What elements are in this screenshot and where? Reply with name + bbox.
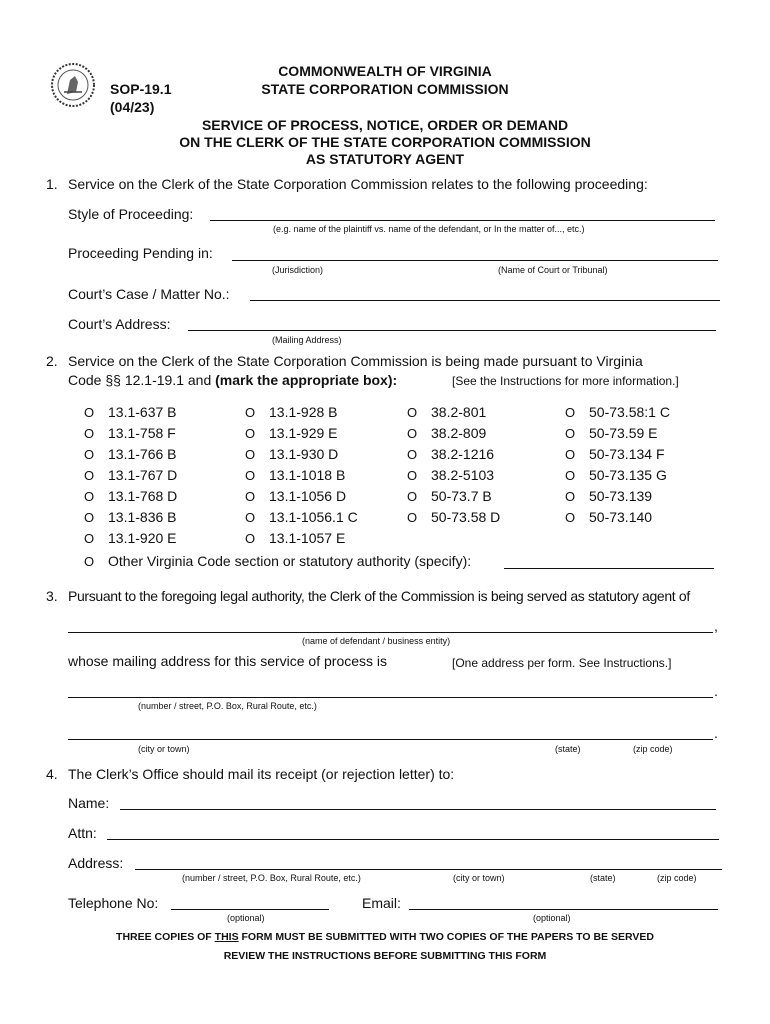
defendant-street-hint: (number / street, P.O. Box, Rural Route, etc.): [138, 701, 317, 711]
code-option-label: 50-73.58 D: [431, 509, 501, 525]
code-option-label: 13.1-836 B: [108, 509, 177, 525]
section2-text-line1: Service on the Clerk of the State Corporation Commission is being made pursuant to Virginia: [68, 353, 643, 369]
section4-number: 4.: [46, 766, 58, 782]
code-option-label: 13.1-766 B: [108, 446, 177, 462]
street-period: .: [714, 683, 718, 699]
footer-review-notice: REVIEW THE INSTRUCTIONS BEFORE SUBMITTING THIS FORM: [223, 950, 547, 962]
footer-copies-c: FORM MUST BE SUBMITTED WITH TWO COPIES OF THE PAPERS TO BE SERVED: [238, 931, 654, 943]
receipt-attn-label: Attn:: [68, 825, 97, 841]
defendant-city-state-zip-input[interactable]: [68, 725, 713, 740]
code-radio[interactable]: O: [407, 468, 418, 483]
receipt-name-input[interactable]: [120, 795, 716, 810]
receipt-name-label: Name:: [68, 795, 110, 811]
code-radio[interactable]: O: [245, 489, 256, 504]
section2-number: 2.: [46, 353, 58, 369]
code-option-label: 50-73.58:1 C: [589, 404, 670, 420]
code-radio[interactable]: O: [84, 489, 95, 504]
receipt-state-hint: (state): [590, 873, 616, 883]
code-option-label: 13.1-1057 E: [269, 530, 346, 546]
defendant-street-input[interactable]: [68, 683, 713, 698]
code-radio[interactable]: O: [245, 510, 256, 525]
jurisdiction-hint: (Jurisdiction): [272, 265, 324, 275]
code-option-label: 13.1-920 E: [108, 530, 177, 546]
code-radio[interactable]: O: [407, 489, 418, 504]
code-radio[interactable]: O: [245, 447, 256, 462]
code-option-label: 50-73.59 E: [589, 425, 658, 441]
code-option-label: 13.1-1056.1 C: [269, 509, 358, 525]
footer-copies-a: THREE COPIES OF: [116, 931, 215, 943]
receipt-address-label: Address:: [68, 855, 124, 871]
court-name-hint: (Name of Court or Tribunal): [498, 265, 608, 275]
code-option-label: 13.1-1018 B: [269, 467, 346, 483]
defendant-hint: (name of defendant / business entity): [302, 636, 451, 646]
code-radio[interactable]: O: [245, 405, 256, 420]
other-code-radio[interactable]: O: [84, 554, 95, 569]
defendant-zip-hint: (zip code): [633, 744, 673, 754]
section2-instructions-note: [See the Instructions for more information.]: [452, 374, 679, 388]
footer-copies-this: THIS: [214, 931, 239, 943]
telephone-optional-hint: (optional): [227, 913, 265, 923]
code-option-label: 38.2-809: [431, 425, 487, 441]
code-radio[interactable]: O: [245, 426, 256, 441]
telephone-label: Telephone No:: [68, 895, 159, 911]
code-radio[interactable]: O: [407, 447, 418, 462]
case-number-label: Court’s Case / Matter No.:: [68, 286, 230, 302]
code-radio[interactable]: O: [565, 426, 576, 441]
form-date: (04/23): [110, 99, 155, 115]
style-of-proceeding-input[interactable]: [210, 206, 715, 221]
email-input[interactable]: [409, 895, 718, 910]
form-title-line1: SERVICE OF PROCESS, NOTICE, ORDER OR DEMAND: [201, 117, 569, 133]
defendant-name-input[interactable]: [68, 618, 713, 633]
code-radio[interactable]: O: [565, 489, 576, 504]
code-option-label: 13.1-930 D: [269, 446, 339, 462]
code-radio[interactable]: O: [84, 426, 95, 441]
code-option-label: 38.2-1216: [431, 446, 495, 462]
style-of-proceeding-label: Style of Proceeding:: [68, 206, 194, 222]
org-line2: STATE CORPORATION COMMISSION: [261, 81, 509, 97]
code-option-label: 38.2-801: [431, 404, 487, 420]
org-line1: COMMONWEALTH OF VIRGINIA: [278, 63, 492, 79]
section3-text: Pursuant to the foregoing legal authority, the Clerk of the Commission is being served as statutory agent of: [68, 588, 690, 604]
code-option-label: 13.1-1056 D: [269, 488, 347, 504]
code-radio[interactable]: O: [565, 510, 576, 525]
form-id: SOP-19.1: [110, 81, 172, 97]
telephone-input[interactable]: [171, 895, 329, 910]
code-radio[interactable]: O: [407, 510, 418, 525]
proceeding-pending-input[interactable]: [232, 246, 718, 261]
defendant-comma: ,: [714, 618, 718, 634]
section3-number: 3.: [46, 588, 58, 604]
email-optional-hint: (optional): [533, 913, 571, 923]
state-seal: [50, 62, 96, 108]
case-number-input[interactable]: [250, 286, 720, 301]
code-radio[interactable]: O: [84, 468, 95, 483]
code-radio[interactable]: O: [565, 468, 576, 483]
defendant-city-hint: (city or town): [138, 744, 190, 754]
section2-text-line2: [68, 372, 397, 388]
code-radio[interactable]: O: [84, 510, 95, 525]
court-address-input[interactable]: [188, 316, 716, 331]
mailing-address-text: whose mailing address for this service of process is: [68, 653, 388, 669]
code-option-label: 13.1-929 E: [269, 425, 338, 441]
section1-text: Service on the Clerk of the State Corporation Commission relates to the following proceeding:: [68, 176, 648, 192]
code-radio[interactable]: O: [565, 447, 576, 462]
receipt-zip-hint: (zip code): [657, 873, 697, 883]
other-code-label: Other Virginia Code section or statutory authority (specify):: [108, 553, 472, 569]
code-radio[interactable]: O: [245, 531, 256, 546]
footer-copies-notice: [35, 931, 735, 943]
mailing-address-hint: (Mailing Address): [272, 335, 342, 345]
receipt-street-hint: (number / street, P.O. Box, Rural Route, etc.): [182, 873, 361, 883]
code-option-label: 50-73.134 F: [589, 446, 665, 462]
other-code-input[interactable]: [504, 554, 714, 569]
code-option-label: 50-73.135 G: [589, 467, 667, 483]
style-of-proceeding-hint: (e.g. name of the plaintiff vs. name of the defendant, or In the matter of..., etc.): [273, 224, 585, 234]
form-title-line2: ON THE CLERK OF THE STATE CORPORATION COMMISSION: [179, 134, 591, 150]
court-address-label: Court’s Address:: [68, 316, 171, 332]
code-radio[interactable]: O: [245, 468, 256, 483]
section1-number: 1.: [46, 176, 58, 192]
proceeding-pending-label: Proceeding Pending in:: [68, 245, 213, 261]
code-radio[interactable]: O: [565, 405, 576, 420]
code-option-label: 50-73.139: [589, 488, 653, 504]
receipt-city-hint: (city or town): [453, 873, 505, 883]
code-radio[interactable]: O: [84, 531, 95, 546]
code-option-label: 13.1-767 D: [108, 467, 178, 483]
receipt-attn-input[interactable]: [107, 825, 719, 840]
code-option-label: 50-73.7 B: [431, 488, 492, 504]
section2-mark-box: (mark the appropriate box):: [215, 372, 398, 388]
code-option-label: 13.1-758 F: [108, 425, 176, 441]
code-option-label: 13.1-768 D: [108, 488, 178, 504]
form-title-line3: AS STATUTORY AGENT: [305, 151, 465, 167]
one-address-note: [One address per form. See Instructions.]: [452, 656, 672, 670]
code-option-label: 13.1-928 B: [269, 404, 338, 420]
code-radio[interactable]: O: [84, 405, 95, 420]
code-option-label: 50-73.140: [589, 509, 653, 525]
section4-text: The Clerk’s Office should mail its receipt (or rejection letter) to:: [68, 766, 455, 782]
city-period: .: [714, 725, 718, 741]
code-radio[interactable]: O: [84, 447, 95, 462]
code-radio[interactable]: O: [407, 426, 418, 441]
receipt-address-input[interactable]: [135, 855, 722, 870]
defendant-state-hint: (state): [555, 744, 581, 754]
code-option-label: 13.1-637 B: [108, 404, 177, 420]
section2-code-text: Code §§ 12.1-19.1 and: [68, 372, 216, 388]
code-radio[interactable]: O: [407, 405, 418, 420]
code-option-label: 38.2-5103: [431, 467, 495, 483]
email-label: Email:: [362, 895, 401, 911]
